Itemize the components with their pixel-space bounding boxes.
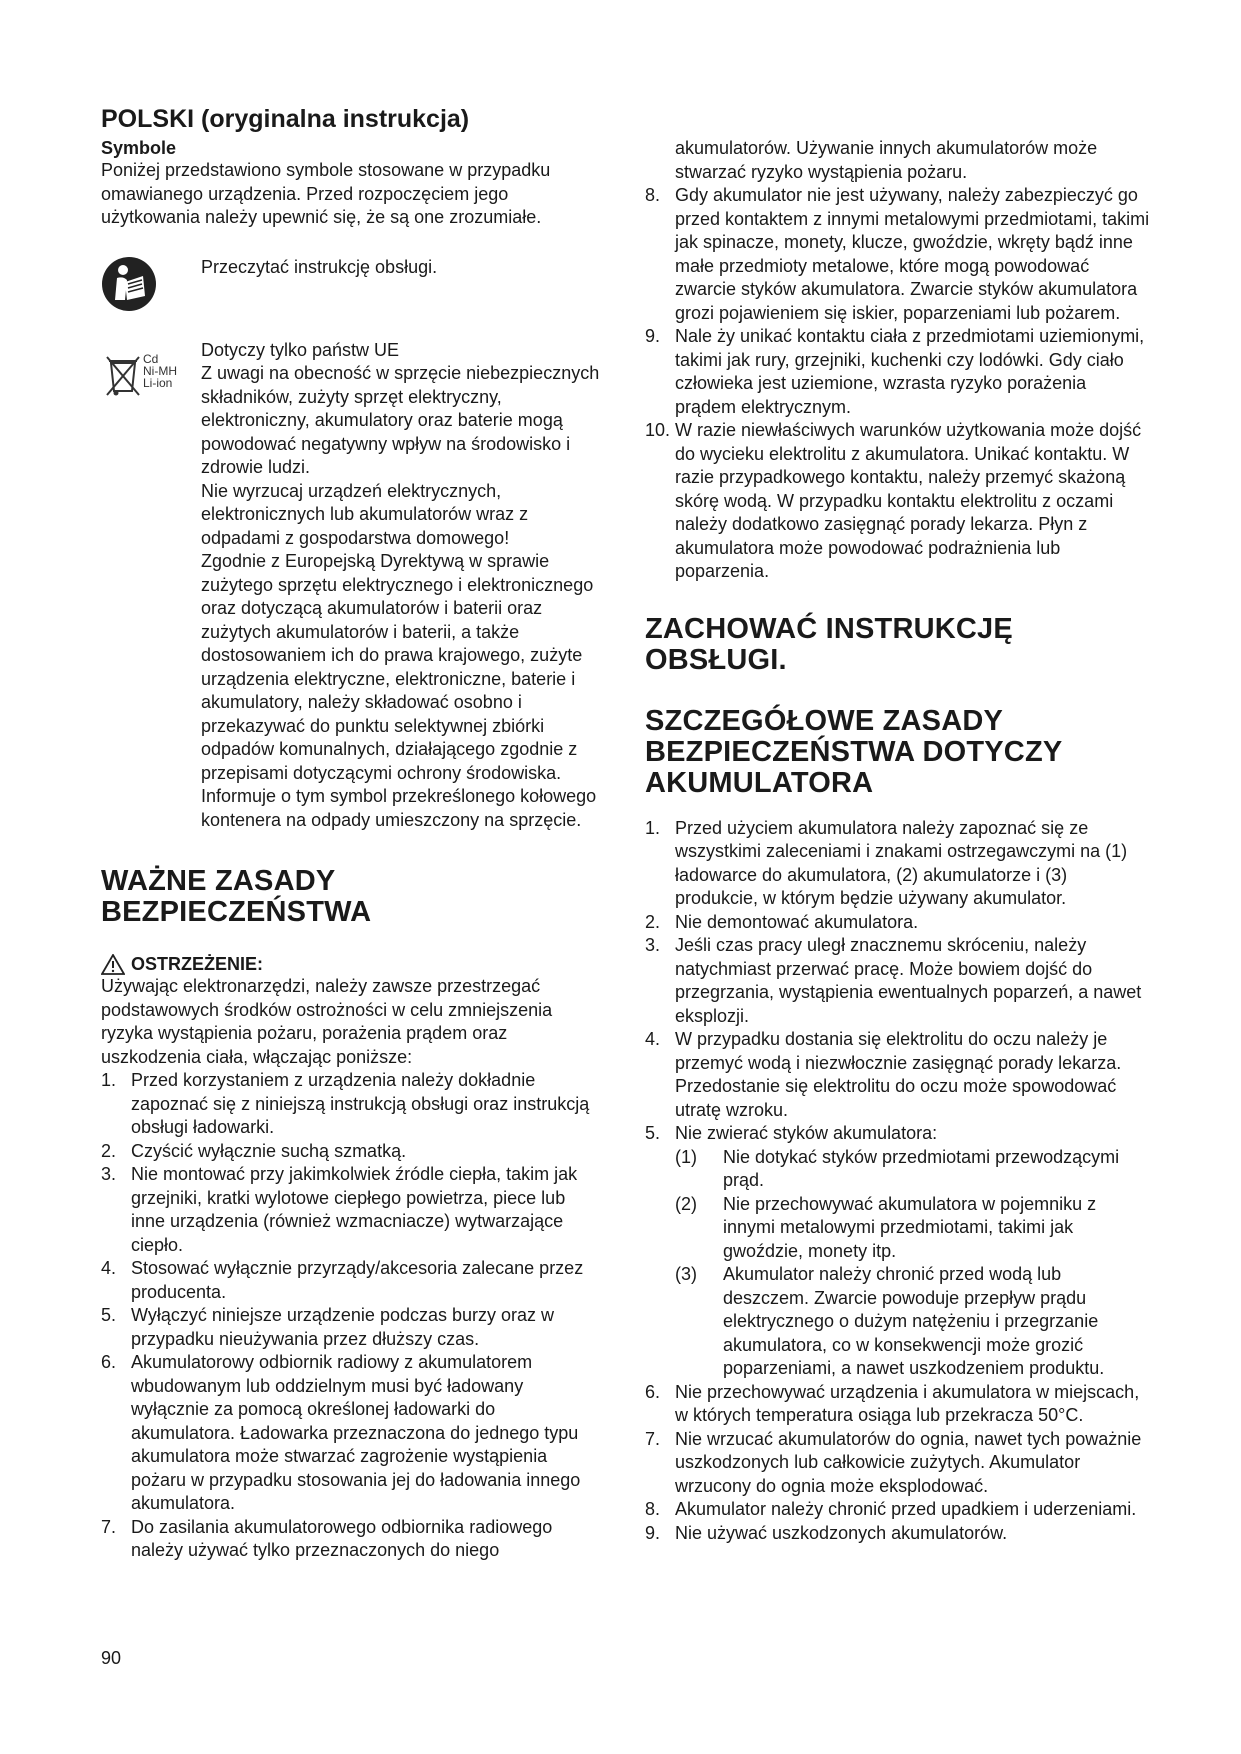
item-text: W razie niewłaściwych warunków użytkowania może dojść do wycieku elektrolitu z akumulatora. Unikać kontaktu. W razie przypadkowego kontaktu, należy przemyć skażoną skórę wodą. W przypadku kontaktu elektrolitu z oczami należy dodatkowo zasięgnąć porady lekarza. Płyn z akumulatora może powodować podrażnienia lub poparzenia. xyxy=(675,420,1142,581)
item-number: 3. xyxy=(645,935,661,955)
sub-item-text: Akumulator należy chronić przed wodą lub deszczem. Zwarcie powoduje przepływ prądu elektrycznego o dużym natężeniu i przegrzanie akumulatora, co w konsekwencji może grozić poparzeniami, a nawet uszkodzeniem produktu. xyxy=(723,1264,1105,1378)
warning-triangle-icon xyxy=(101,954,125,975)
page-title: POLSKI (oryginalna instrukcja) xyxy=(101,105,470,133)
right-column xyxy=(645,137,1150,1545)
sub-item-text: Nie przechowywać akumulatora w pojemniku z innymi metalowymi przedmiotami, takimi jak gwoździe, monety itp. xyxy=(723,1193,1097,1261)
item-text: Czyścić wyłącznie suchą szmatką. xyxy=(131,1140,407,1161)
item-number: 8. xyxy=(645,1499,661,1519)
list-item xyxy=(101,1304,601,1351)
item-text: Nie montować przy jakimkolwiek źródle ciepła, takim jak grzejniki, kratki wylotowe ciepłego powietrza, piece lub inne urządzenia (również wzmacniacze) wytwarzające ciepło. xyxy=(131,1164,578,1255)
list-item xyxy=(645,934,1150,1028)
item-text: Przed korzystaniem z urządzenia należy dokładnie zapoznać się z niniejszą instrukcją obsługi oraz instrukcją obsługi ładowarki. xyxy=(131,1070,590,1137)
list-item xyxy=(645,1122,1150,1146)
list-item xyxy=(645,1028,1150,1122)
weee-paragraph-3: Zgodnie z Europejską Dyrektywą w sprawie zużytego sprzętu elektrycznego i elektronicznego oraz dotyczącą akumulatorów i baterii oraz zużytych akumulatorów i baterii, a także dostosowaniem ich do prawa krajowego, zużyte urządzenia elektryczne, elektroniczne, baterie i akumulatory, należy składować osobno i przekazywać do punktu selektywnej zbiórki odpadów komunalnych, działającego zgodnie z przepisami dotyczącymi ochrony środowiska. xyxy=(201,551,594,783)
item-number: 6. xyxy=(645,1381,661,1402)
keep-heading-line1: ZACHOWAĆ INSTRUKCJĘ xyxy=(645,612,1013,645)
sub-item-number: (3) xyxy=(675,1264,697,1284)
page-number: 90 xyxy=(101,1648,122,1668)
list-item xyxy=(101,1257,601,1304)
item-text: Akumulatorowy odbiornik radiowy z akumulatorem wbudowanym lub oddzielnym musi być ładowany wyłącznie za pomocą określonej ładowarki do akumulatora. Ładowarka przeznaczona do jednego typu akumulatora może stwarzać zagrożenie wystąpienia pożaru w przypadku stosowania jej do ładowania innego akumulatora. xyxy=(131,1352,581,1513)
left-column xyxy=(101,105,601,1563)
sub-item-number: (1) xyxy=(675,1146,697,1167)
item-number: 9. xyxy=(645,326,661,346)
list-item xyxy=(645,1522,1150,1546)
weee-paragraph-1: Z uwagi na obecność w sprzęcie niebezpiecznych składników, zużyty sprzęt elektryczny, elektroniczny, akumulatory oraz baterie mogą powodować negatywny wpływ na środowisko i zdrowie ludzi. xyxy=(201,363,600,477)
list-item xyxy=(101,1516,601,1563)
list-item xyxy=(645,419,1150,584)
item-number: 10. xyxy=(645,420,671,440)
item-number: 8. xyxy=(645,185,661,205)
item-text: Gdy akumulator nie jest używany, należy zabezpieczyć go przed kontaktem z innymi metalowymi przedmiotami, takimi jak spinacze, monety, klucze, gwoździe, wkręty bądź inne małe przedmioty metalowe, które mogą powodować zwarcie styków akumulatora. Zwarcie styków akumulatora grozi pojawieniem się iskier, poparzeniami lub pożarem. xyxy=(675,185,1150,323)
sub-item-number: (2) xyxy=(675,1193,697,1214)
list-item xyxy=(101,1069,601,1140)
item-number: 1. xyxy=(645,817,661,838)
item-text: Nie zwierać styków akumulatora: xyxy=(675,1123,938,1143)
list-item xyxy=(101,1351,601,1516)
item-number: 9. xyxy=(645,1522,661,1543)
symbols-intro: Poniżej przedstawiono symbole stosowane w przypadku omawianego urządzenia. Przed rozpoczęciem jego użytkowania należy upewnić się, że są one zrozumiałe. xyxy=(101,160,551,227)
symbol-weee xyxy=(101,339,601,833)
safety-heading-line1: WAŻNE ZASADY xyxy=(101,865,336,897)
item-number: 6. xyxy=(101,1352,117,1372)
item-number: 4. xyxy=(101,1258,117,1278)
symbol-read-manual xyxy=(101,256,601,317)
list-item xyxy=(645,325,1150,419)
cd-label: Cd xyxy=(143,351,159,366)
item-number: 5. xyxy=(101,1305,117,1325)
item-text: Do zasilania akumulatorowego odbiornika radiowego należy używać tylko przeznaczonych do niego xyxy=(131,1516,553,1560)
sub-list-item xyxy=(675,1263,1150,1381)
list-item xyxy=(645,817,1150,911)
item-text: Nie wrzucać akumulatorów do ognia, nawet tych poważnie uszkodzonych lub całkowicie zużytych. Akumulator wrzucony do ognia może eksplodować. xyxy=(675,1428,1142,1496)
item-number: 7. xyxy=(645,1428,661,1449)
weee-paragraph-4: Informuje o tym symbol przekreślonego kołowego kontenera na odpady umieszczony na sprzęcie. xyxy=(201,786,597,830)
battery-safety-list-continued xyxy=(645,1381,1150,1546)
list-item xyxy=(101,1163,601,1257)
nimh-label: Ni-MH xyxy=(143,363,177,378)
battery-safety-list xyxy=(645,817,1150,1146)
battery-heading-line1: SZCZEGÓŁOWE ZASADY xyxy=(645,704,1004,737)
sub-item-text: Nie dotykać styków przedmiotami przewodzącymi prąd. xyxy=(723,1146,1120,1190)
weee-eu-only: Dotyczy tylko państw UE xyxy=(201,339,400,360)
item-7-continuation: akumulatorów. Używanie innych akumulatorów może stwarzać ryzyko wystąpienia pożaru. xyxy=(675,138,1098,182)
safety-list xyxy=(101,1069,601,1563)
read-manual-icon xyxy=(101,256,201,317)
item-text: Nie demontować akumulatora. xyxy=(675,911,919,932)
item-number: 2. xyxy=(101,1140,117,1161)
item-text: Stosować wyłącznie przyrządy/akcesoria zalecane przez producenta. xyxy=(131,1258,584,1302)
item-text: W przypadku dostania się elektrolitu do oczu należy je przemyć wodą i niezwłocznie zasięgnąć porady lekarza. Przedostanie się elektrolitu do oczu może spowodować utratę wzroku. xyxy=(675,1029,1122,1120)
safety-list-continued xyxy=(645,184,1150,584)
list-item xyxy=(645,911,1150,935)
item-number: 4. xyxy=(645,1029,661,1049)
item-text: Przed użyciem akumulatora należy zapoznać się ze wszystkimi zaleceniami i znakami ostrzegawczymi na (1) ładowarce do akumulatora, (2) akumulatorze i (3) produkcie, w którym będzie używany akumulator. xyxy=(675,817,1128,908)
keep-instructions-heading xyxy=(645,614,1150,676)
safety-heading-line2: BEZPIECZEŃSTWA xyxy=(101,896,372,928)
item-text: Nie przechowywać urządzenia i akumulatora w miejscach, w których temperatura osiąga lub przekracza 50°C. xyxy=(675,1381,1140,1425)
list-item xyxy=(101,1140,601,1164)
item-number: 3. xyxy=(101,1164,117,1184)
liion-label: Li-ion xyxy=(143,375,173,390)
sub-list-item xyxy=(675,1146,1150,1193)
item-text: Akumulator należy chronić przed upadkiem i uderzeniami. xyxy=(675,1499,1137,1519)
list-item xyxy=(645,184,1150,325)
list-item xyxy=(645,1381,1150,1428)
warning-intro: Używając elektronarzędzi, należy zawsze przestrzegać podstawowych środków ostrożności w celu zmniejszenia ryzyka wystąpienia pożaru, porażenia prądem oraz uszkodzenia ciała, włączając poniższe: xyxy=(101,976,553,1067)
battery-heading-line3: AKUMULATORA xyxy=(645,766,874,799)
safety-heading xyxy=(101,866,601,928)
keep-heading-line2: OBSŁUGI. xyxy=(645,643,787,676)
crossed-bin-icon xyxy=(101,339,201,399)
battery-safety-heading xyxy=(645,706,1150,799)
item-number: 2. xyxy=(645,911,661,932)
short-circuit-sublist xyxy=(645,1146,1150,1381)
battery-heading-line2: BEZPIECZEŃSTWA DOTYCZY xyxy=(645,735,1063,768)
sub-list-item xyxy=(675,1193,1150,1264)
item-text: Nale żу unikać kontaktu ciała z przedmiotami uziemionymi, takimi jak rury, grzejniki, kuchenki czy lodówki. Gdy ciało człowieka jest uziemione, wzrasta ryzyko porażenia prądem elektrycznym. xyxy=(675,326,1145,417)
weee-paragraph-2: Nie wyrzucaj urządzeń elektrycznych, elektronicznych lub akumulatorów wraz z odpadami z gospodarstwa domowego! xyxy=(201,480,529,548)
item-text: Wyłączyć niniejsze urządzenie podczas burzy oraz w przypadku nieużywania przez dłuższy czas. xyxy=(131,1305,555,1349)
item-number: 7. xyxy=(101,1516,117,1537)
warning-label: OSTRZEŻENIE: xyxy=(131,954,264,974)
symbols-heading: Symbole xyxy=(101,138,177,158)
item-text: Nie używać uszkodzonych akumulatorów. xyxy=(675,1522,1008,1543)
item-number: 5. xyxy=(645,1123,661,1143)
read-manual-text: Przeczytać instrukcję obsługi. xyxy=(201,256,438,277)
warning-label-row xyxy=(101,954,601,975)
item-number: 1. xyxy=(101,1070,117,1090)
item-text: Jeśli czas pracy uległ znacznemu skróceniu, należy natychmiast przerwać pracę. Może bowiem dojść do przegrzania, wystąpienia ewentualnych poparzeń, a nawet eksplozji. xyxy=(675,935,1142,1026)
list-item xyxy=(645,1498,1150,1522)
list-item xyxy=(645,1428,1150,1499)
